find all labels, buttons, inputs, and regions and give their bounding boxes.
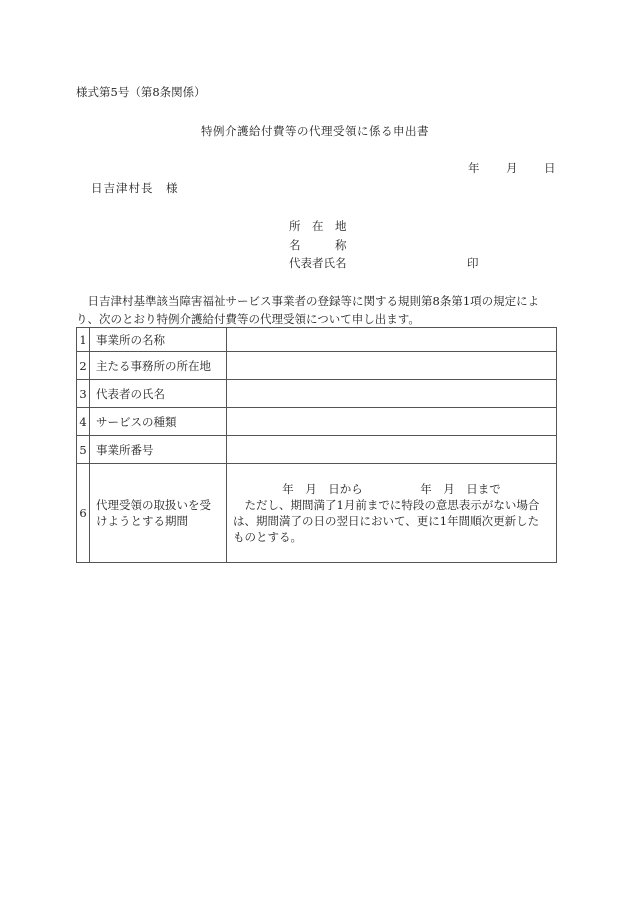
representative-name-field[interactable]	[227, 380, 557, 408]
main-office-address-field[interactable]	[227, 352, 557, 380]
row-label: 主たる事務所の所在地	[90, 352, 227, 380]
application-table	[76, 327, 557, 563]
addressee: 日吉津村長 様	[91, 181, 179, 195]
document-title: 特例介護給付費等の代理受領に係る申出書	[201, 124, 429, 138]
row-label: 代表者の氏名	[90, 380, 227, 408]
table-row	[77, 436, 557, 464]
applicant-name-label: 名 称	[289, 238, 347, 252]
intro-line-2: り、次のとおり特例介護給付費等の代理受領について申し出ます。	[76, 312, 420, 326]
row-number: 3	[77, 380, 90, 408]
renewal-note: ただし、期間満了1月前までに特段の意思表示がない場合は、期間満了の日の翌日において、更に1年間順次更新したものとする。	[233, 498, 540, 544]
row-label: サービスの種類	[90, 408, 227, 436]
row-number: 2	[77, 352, 90, 380]
date-day: 日	[544, 161, 556, 175]
table-row	[77, 380, 557, 408]
row-label: 代理受領の取扱いを受けようとする期間	[90, 464, 227, 563]
date-month: 月	[506, 161, 518, 175]
seal-mark: 印	[467, 256, 479, 270]
form-number: 様式第5号（第8条関係）	[76, 85, 206, 99]
office-number-field[interactable]	[227, 436, 557, 464]
row-label: 事業所番号	[90, 436, 227, 464]
period-range: 年 月 日から 年 月 日まで	[282, 482, 501, 496]
applicant-representative-label: 代表者氏名	[289, 256, 347, 270]
service-type-field[interactable]	[227, 408, 557, 436]
intro-line-1: 日吉津村基準該当障害福祉サービス事業者の登録等に関する規則第8条第1項の規定によ	[76, 294, 540, 308]
table-row	[77, 352, 557, 380]
table-row	[77, 464, 557, 563]
period-field[interactable]	[227, 464, 557, 563]
row-number: 1	[77, 328, 90, 352]
date-year: 年	[468, 161, 480, 175]
date-line	[468, 160, 556, 176]
row-number: 5	[77, 436, 90, 464]
table-row	[77, 328, 557, 352]
row-number: 4	[77, 408, 90, 436]
applicant-address-label: 所 在 地	[289, 219, 347, 233]
table-row	[77, 408, 557, 436]
row-number: 6	[77, 464, 90, 563]
office-name-field[interactable]	[227, 328, 557, 352]
row-label: 事業所の名称	[90, 328, 227, 352]
